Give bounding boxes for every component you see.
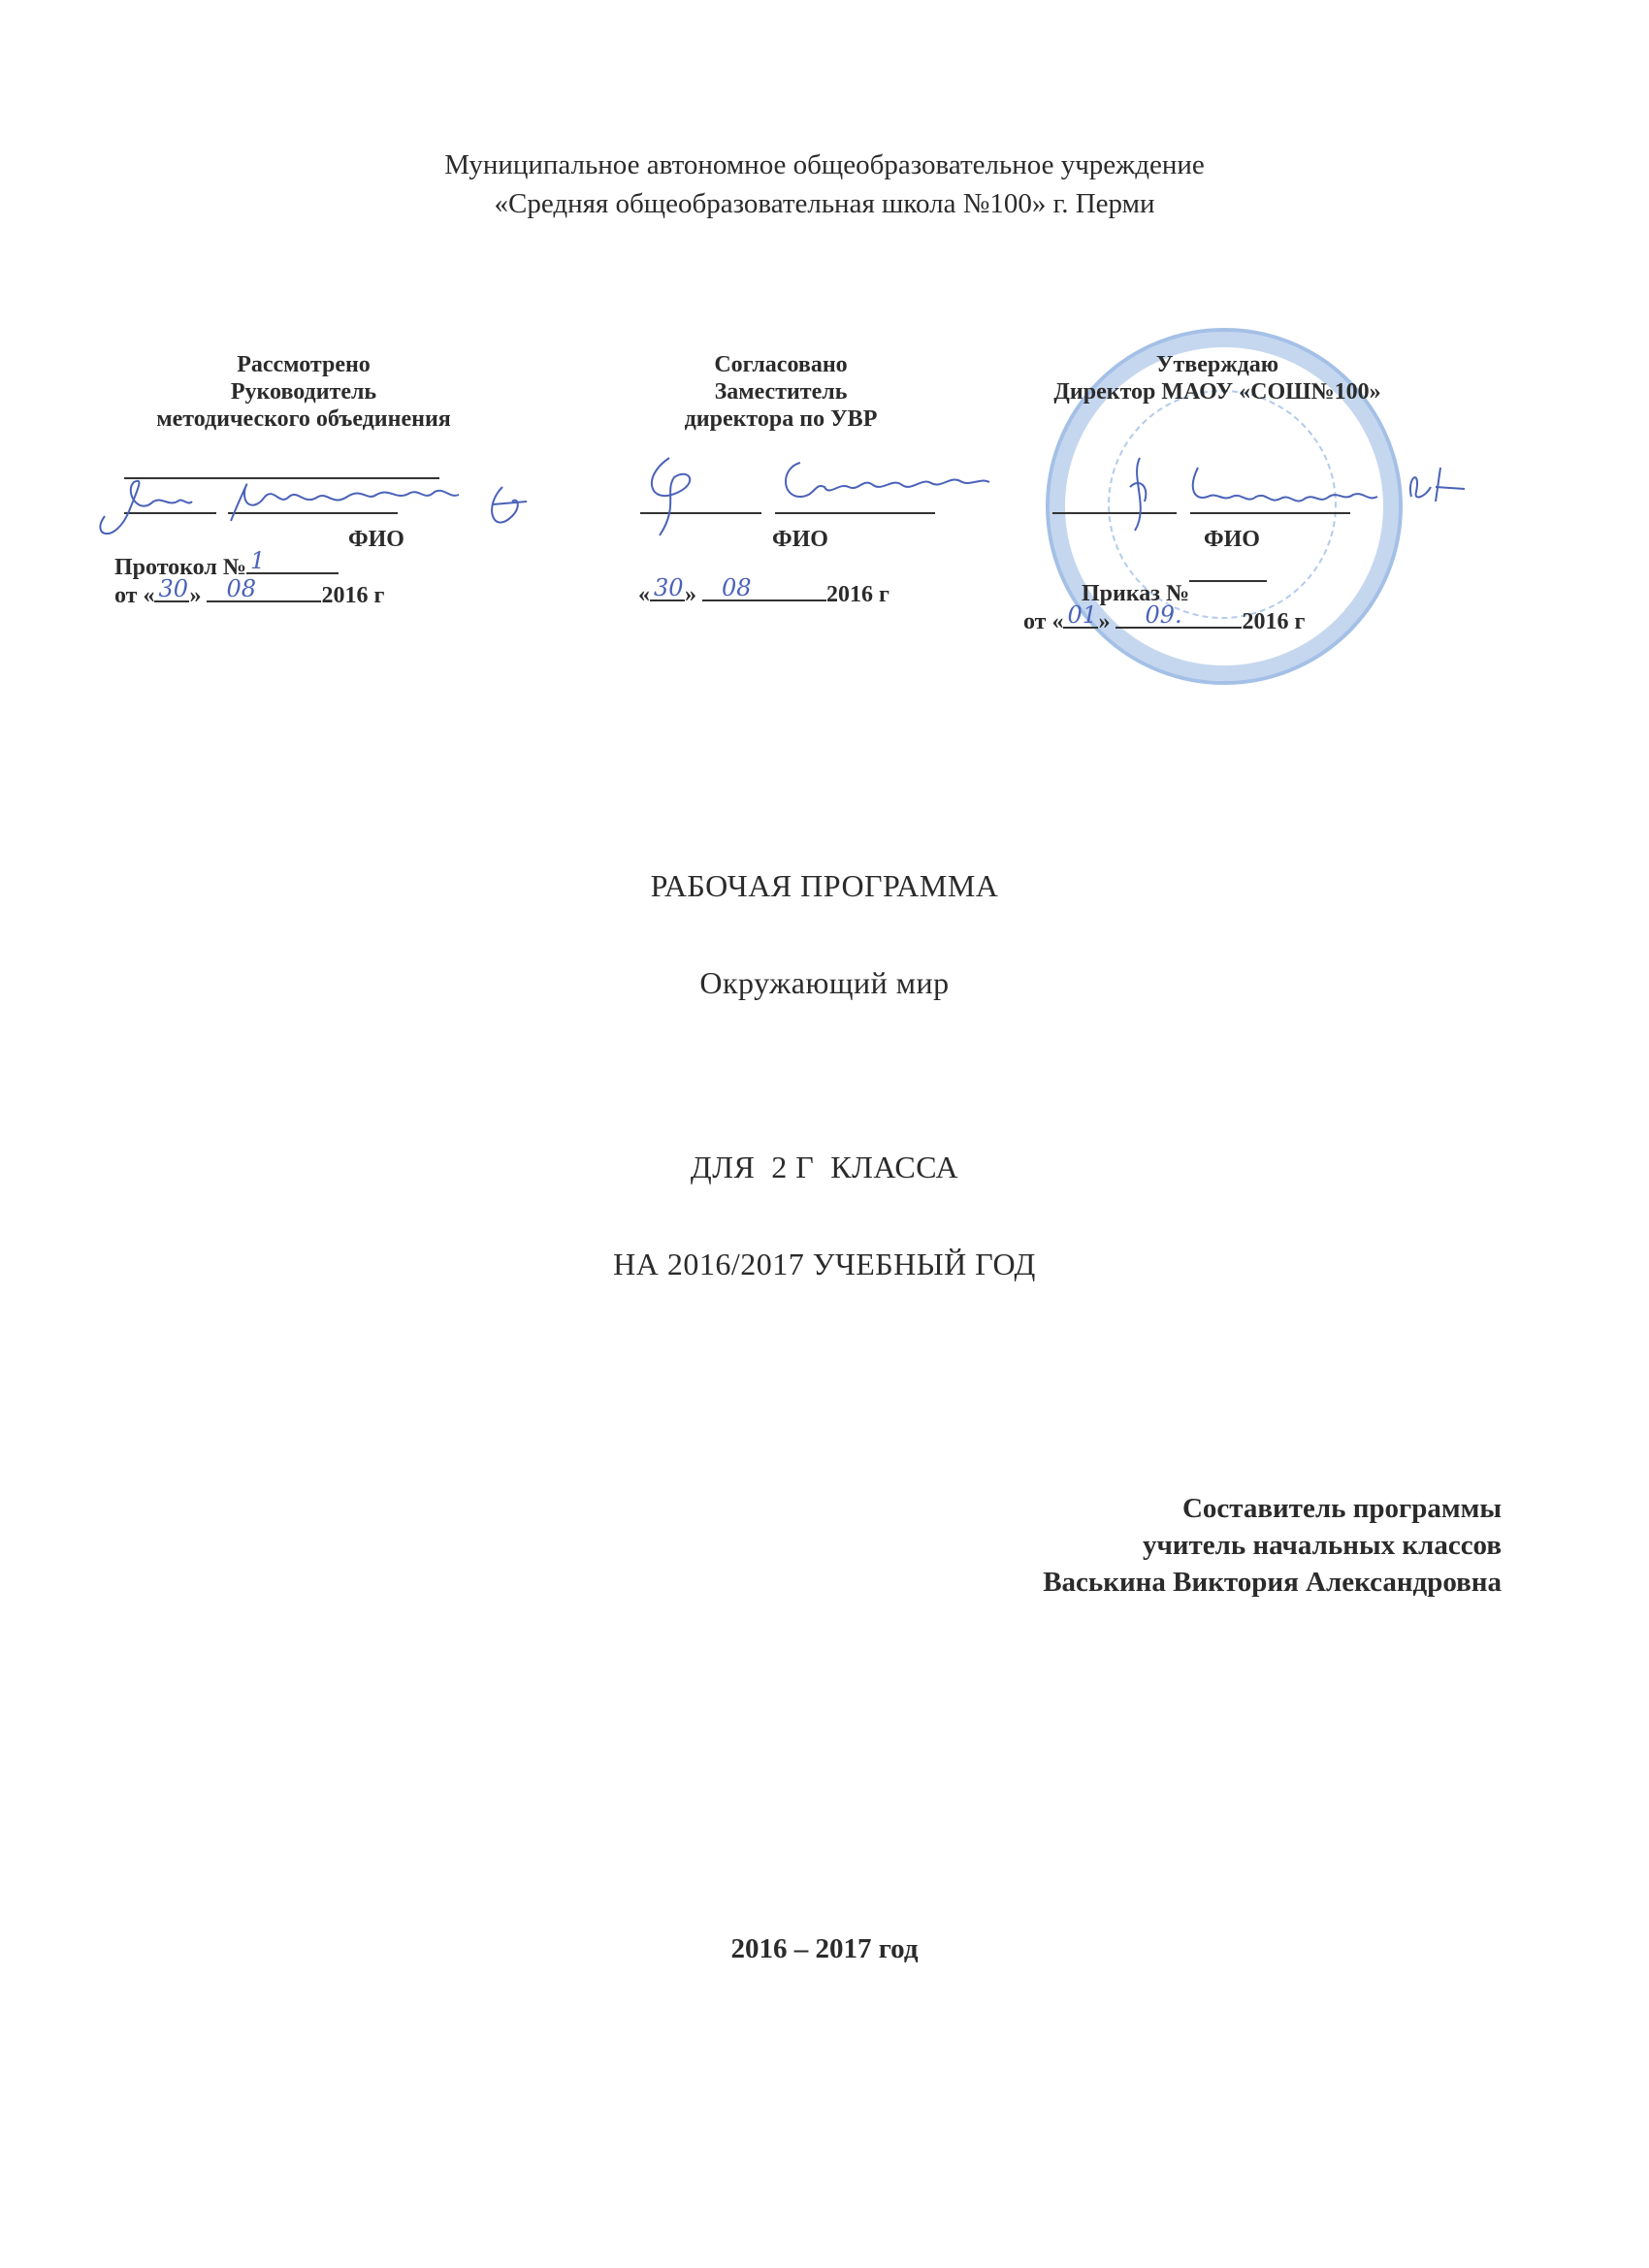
agreed-signature	[621, 438, 1028, 545]
approval-approved	[1023, 351, 1411, 635]
protocol-label: Протокол №	[114, 555, 246, 580]
reviewed-date-year: 2016 г	[321, 583, 385, 608]
agreed-date-year: 2016 г	[826, 582, 889, 607]
agreed-fio-label: ФИО	[772, 527, 828, 552]
compiler-block	[1043, 1490, 1502, 1601]
reviewed-role-line1: Руководитель	[230, 379, 377, 405]
approved-fio-label: ФИО	[1204, 527, 1260, 552]
program-subject: Окружающий мир	[699, 965, 950, 1000]
approved-role-line1: Директор МАОУ «СОШ№100»	[1053, 379, 1381, 405]
agreed-signature-line	[621, 487, 941, 526]
reviewed-date: от « 30 » 08 2016 г	[114, 575, 385, 608]
compiler-position: учитель начальных классов	[1142, 1530, 1502, 1561]
agreed-role-line1: Заместитель	[714, 379, 848, 405]
institution-name-line1: Муниципальное автономное общеобразовательное учреждение	[444, 149, 1205, 180]
agreed-date-day: 30	[654, 574, 684, 601]
program-class: ДЛЯ 2 Г КЛАССА	[690, 1150, 959, 1184]
institution-header	[0, 146, 1649, 223]
approved-signature	[1023, 448, 1528, 535]
program-title: РАБОЧАЯ ПРОГРАММА	[650, 868, 999, 903]
approved-date-year: 2016 г	[1242, 609, 1306, 634]
agreed-role-line2: директора по УВР	[684, 406, 878, 432]
agreed-date-month: 08	[722, 574, 752, 601]
compiler-name: Васькина Виктория Александровна	[1043, 1567, 1502, 1598]
order-label: Приказ №	[1082, 581, 1190, 606]
approved-date-day: 01	[1067, 601, 1098, 629]
reviewed-fio-label: ФИО	[348, 527, 404, 552]
approval-agreed	[621, 351, 941, 608]
institution-name-line2: «Средняя общеобразовательная школа №100» г. Перми	[494, 188, 1155, 219]
reviewed-signature-line	[114, 487, 493, 526]
approval-reviewed	[114, 351, 493, 609]
reviewed-role-line2: методического объединения	[156, 406, 451, 432]
approved-title: Утверждаю	[1155, 352, 1279, 377]
protocol-number: 1	[249, 547, 266, 574]
agreed-date: « 30 » 08 2016 г	[638, 574, 889, 607]
reviewed-date-month: 08	[226, 575, 257, 602]
compiler-label: Составитель программы	[1181, 1493, 1502, 1524]
approved-signature-line	[1023, 487, 1411, 526]
approved-date-month: 09.	[1145, 601, 1182, 629]
program-academic-year: НА 2016/2017 УЧЕБНЫЙ ГОД	[613, 1247, 1036, 1281]
agreed-title: Согласовано	[714, 352, 848, 377]
reviewed-signature	[85, 458, 590, 545]
approved-date: от « 01 » 09. 2016 г	[1023, 601, 1306, 634]
reviewed-title: Рассмотрено	[237, 352, 371, 377]
footer-year: 2016 – 2017 год	[730, 1933, 919, 1964]
reviewed-date-day: 30	[158, 575, 189, 602]
